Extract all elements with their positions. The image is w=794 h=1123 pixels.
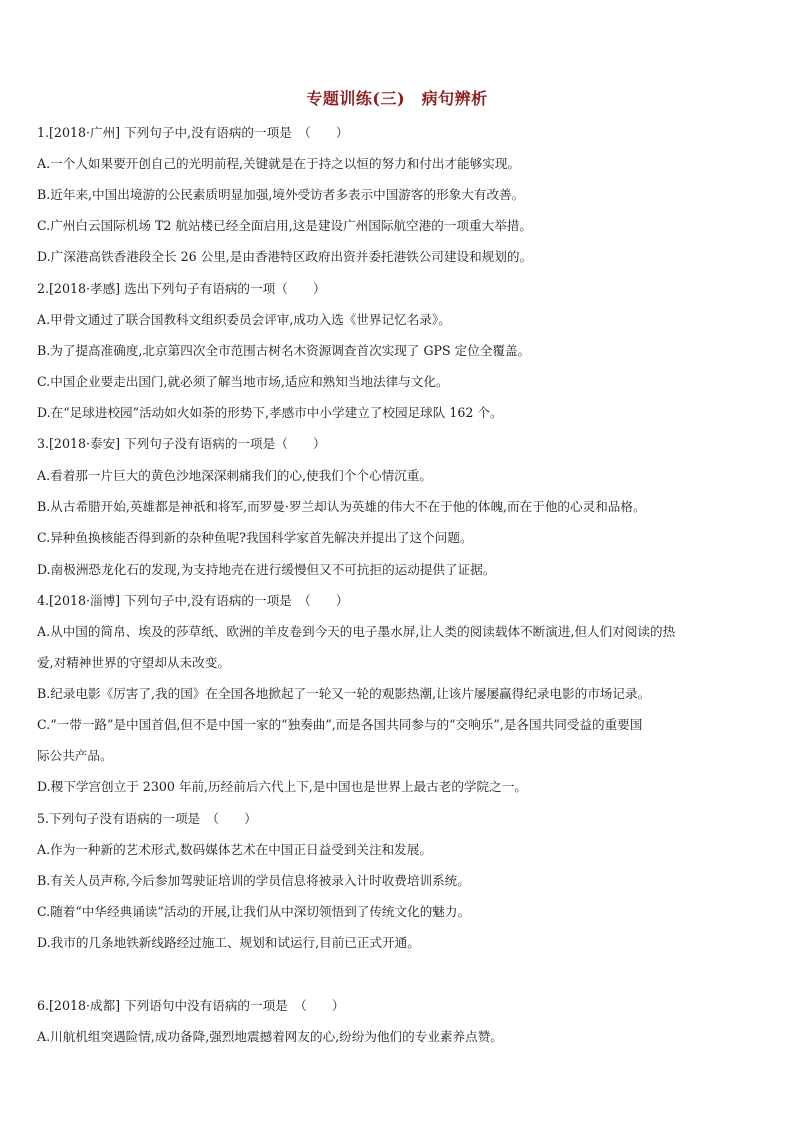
page-title: 专题训练(三) 病句辨析: [306, 89, 488, 108]
question-4-option-c-cont: 际公共产品。: [37, 748, 113, 763]
question-5-option-b: B.有关人员声称,今后参加驾驶证培训的学员信息将被录入计时收费培训系统。: [37, 873, 470, 888]
question-1-option-b: B.近年来,中国出境游的公民素质明显加强,境外受访者多表示中国游客的形象大有改善。: [37, 187, 525, 202]
question-5-option-d: D.我市的几条地铁新线路经过施工、规划和试运行,目前已正式开通。: [37, 935, 420, 950]
question-6-stem: 6.[2018·成都] 下列语句中没有语病的一项是 （ ）: [37, 998, 345, 1013]
question-5-option-a: A.作为一种新的艺术形式,数码媒体艺术在中国正日益受到关注和发展。: [37, 842, 432, 857]
question-1-option-d: D.广深港高铁香港段全长 26 公里,是由香港特区政府出资并委托港铁公司建设和规划的。: [37, 249, 533, 264]
question-2-option-c: C.中国企业要走出国门,就必须了解当地市场,适应和熟知当地法律与文化。: [37, 374, 449, 389]
question-4-stem: 4.[2018·淄博] 下列句子中,没有语病的一项是 （ ）: [37, 593, 349, 608]
question-4-option-c: C.“一带一路”是中国首倡,但不是中国一家的“独奏曲”,而是各国共同参与的“交响乐”,是各国共同受益的重要国: [37, 717, 643, 732]
question-3-option-b: B.从古希腊开始,英雄都是神祇和将军,而罗曼·罗兰却认为英雄的伟大不在于他的体魄,而在于他的心灵和品格。: [37, 499, 646, 514]
question-1-option-a: A.一个人如果要开创自己的光明前程,关键就是在于持之以恒的努力和付出才能够实现。: [37, 156, 521, 171]
question-1-option-c: C.广州白云国际机场 T2 航站楼已经全面启用,这是建设广州国际航空港的一项重大举措。: [37, 218, 532, 233]
question-1-stem: 1.[2018·广州] 下列句子中,没有语病的一项是 （ ）: [37, 125, 349, 140]
question-5-option-c: C.随着“中华经典诵读”活动的开展,让我们从中深切领悟到了传统文化的魅力。: [37, 904, 471, 919]
question-6-option-a: A.川航机组突遇险情,成功备降,强烈地震撼着网友的心,纷纷为他们的专业素养点赞。: [37, 1029, 503, 1044]
question-3-stem: 3.[2018·泰安] 下列句子没有语病的一项是（ ）: [37, 436, 326, 451]
question-3-option-c: C.异种鱼换核能否得到新的杂种鱼呢?我国科学家首先解决并提出了这个问题。: [37, 530, 473, 545]
question-2-option-d: D.在“足球进校园”活动如火如荼的形势下,孝感市中小学建立了校园足球队 162 个。: [37, 405, 503, 420]
question-2-stem: 2.[2018·孝感] 选出下列句子有语病的一项（ ）: [37, 281, 326, 296]
question-4-option-b: B.纪录电影《厉害了,我的国》在全国各地掀起了一轮又一轮的观影热潮,让该片屡屡赢得纪录电影的市场记录。: [37, 686, 651, 701]
question-3-option-a: A.看着那一片巨大的黄色沙地深深刺痛我们的心,使我们个个心情沉重。: [37, 468, 432, 483]
question-4-option-d: D.稷下学宫创立于 2300 年前,历经前后六代上下,是中国也是世界上最古老的学院之一。: [37, 779, 527, 794]
question-2-option-b: B.为了提高准确度,北京第四次全市范围古树名木资源调查首次实现了 GPS 定位全覆盖。: [37, 343, 531, 358]
question-2-option-a: A.甲骨文通过了联合国教科文组织委员会评审,成功入选《世界记忆名录》。: [37, 312, 451, 327]
question-4-option-a: A.从中国的简帛、埃及的莎草纸、欧洲的羊皮卷到今天的电子墨水屏,让人类的阅读载体不断演进,但人们对阅读的热: [37, 624, 676, 639]
question-5-stem: 5.下列句子没有语病的一项是 （ ）: [37, 811, 257, 826]
question-3-option-d: D.南极洲恐龙化石的发现,为支持地壳在进行缓慢但又不可抗拒的运动提供了证据。: [37, 562, 496, 577]
question-4-option-a-cont: 爱,对精神世界的守望却从未改变。: [37, 655, 230, 670]
